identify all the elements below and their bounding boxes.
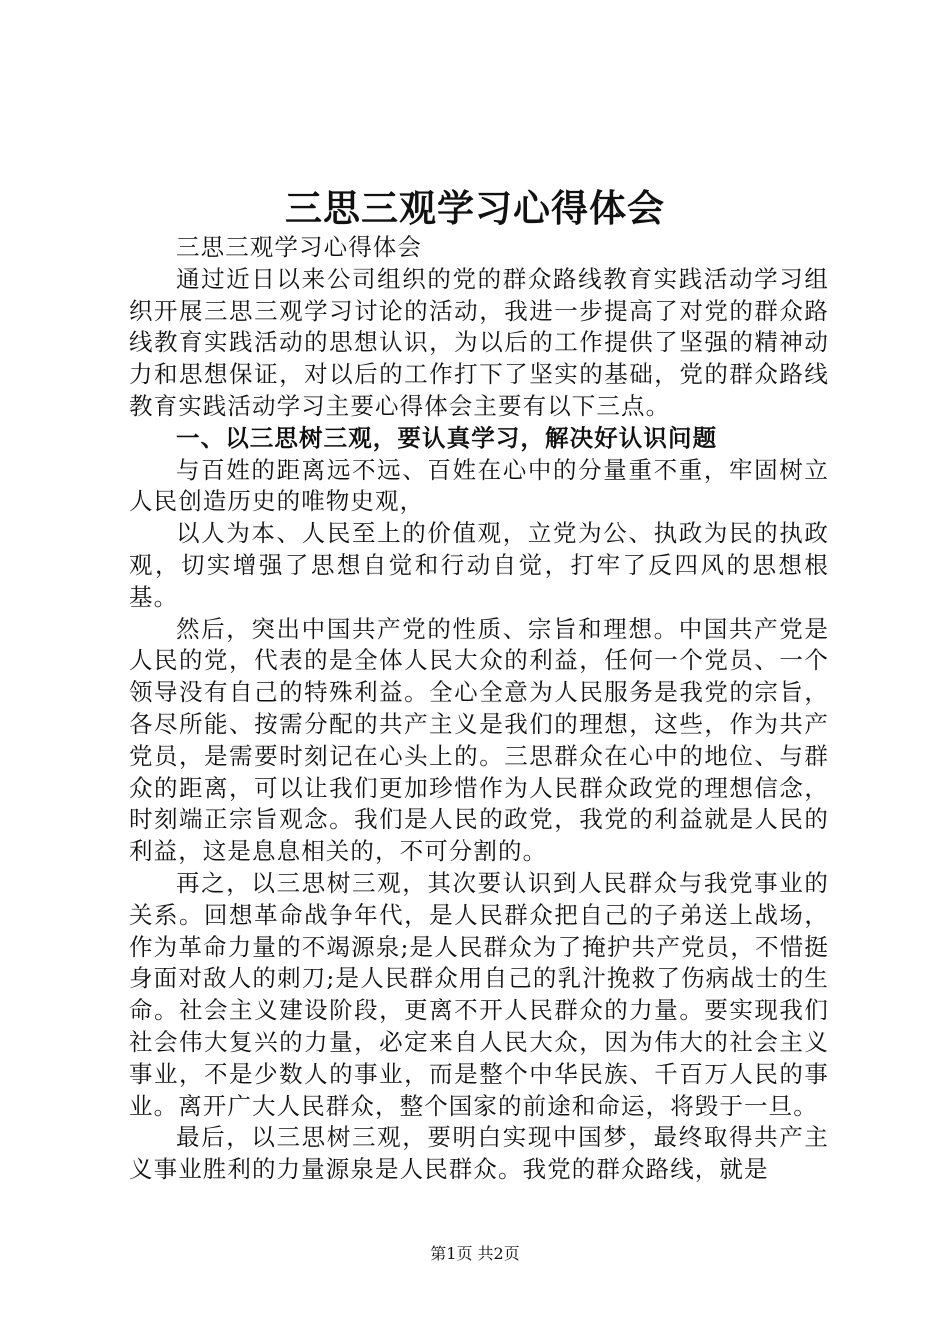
paragraph: 与百姓的距离远不远、百姓在心中的分量重不重，牢固树立人民创造历史的唯物史观， [129, 455, 829, 516]
document-title: 三思三观学习心得体会 [285, 186, 665, 230]
section-heading-1: 一、以三思树三观，要认真学习，解决好认识问题 [176, 423, 718, 452]
page-number-footer: 第1页 共2页 [430, 1244, 520, 1263]
paragraph-intro: 通过近日以来公司组织的党的群众路线教育实践活动学习组织开展三思三观学习讨论的活动，我进一步提高了对党的群众路线教育实践活动的思想认识，为以后的工作提供了坚强的精神动力和思想保证，对以后的工作打下了坚实的基础，党的群众路线教育实践活动学习主要心得体会主要有以下三点。 [129, 264, 829, 420]
paragraph: 然后，突出中国共产党的性质、宗旨和理想。中国共产党是人民的党，代表的是全体人民大众的利益，任何一个党员、一个领导没有自己的特殊利益。全心全意为人民服务是我党的宗旨，各尽所能、按需分配的共产主义是我们的理想，这些，作为共产党员，是需要时刻记在心头上的。三思群众在心中的地位、与群众的距离，可以让我们更加珍惜作为人民群众政党的理想信念，时刻端正宗旨观念。我们是人民的政党，我党的利益就是人民的利益，这是息息相关的，不可分割的。 [129, 614, 829, 866]
document-body [129, 232, 829, 1186]
paragraph: 以人为本、人民至上的价值观，立党为公、执政为民的执政观，切实增强了思想自觉和行动自觉，打牢了反四风的思想根基。 [129, 519, 829, 611]
paragraph-subtitle: 三思三观学习心得体会 [176, 233, 422, 261]
paragraph: 再之，以三思树三观，其次要认识到人民群众与我党事业的关系。回想革命战争年代，是人民群众把自己的子弟送上战场，作为革命力量的不竭源泉;是人民群众为了掩护共产党员，不惜挺身面对敌人的刺刀;是人民群众用自己的乳汁挽救了伤病战士的生命。社会主义建设阶段，更离不开人民群众的力量。要实现我们社会伟大复兴的力量，必定来自人民大众，因为伟大的社会主义事业，不是少数人的事业，而是整个中华民族、千百万人民的事业。离开广大人民群众，整个国家的前途和命运，将毁于一旦。 [129, 868, 829, 1120]
paragraph: 最后，以三思树三观，要明白实现中国梦，最终取得共产主义事业胜利的力量源泉是人民群众。我党的群众路线，就是 [129, 1123, 829, 1184]
